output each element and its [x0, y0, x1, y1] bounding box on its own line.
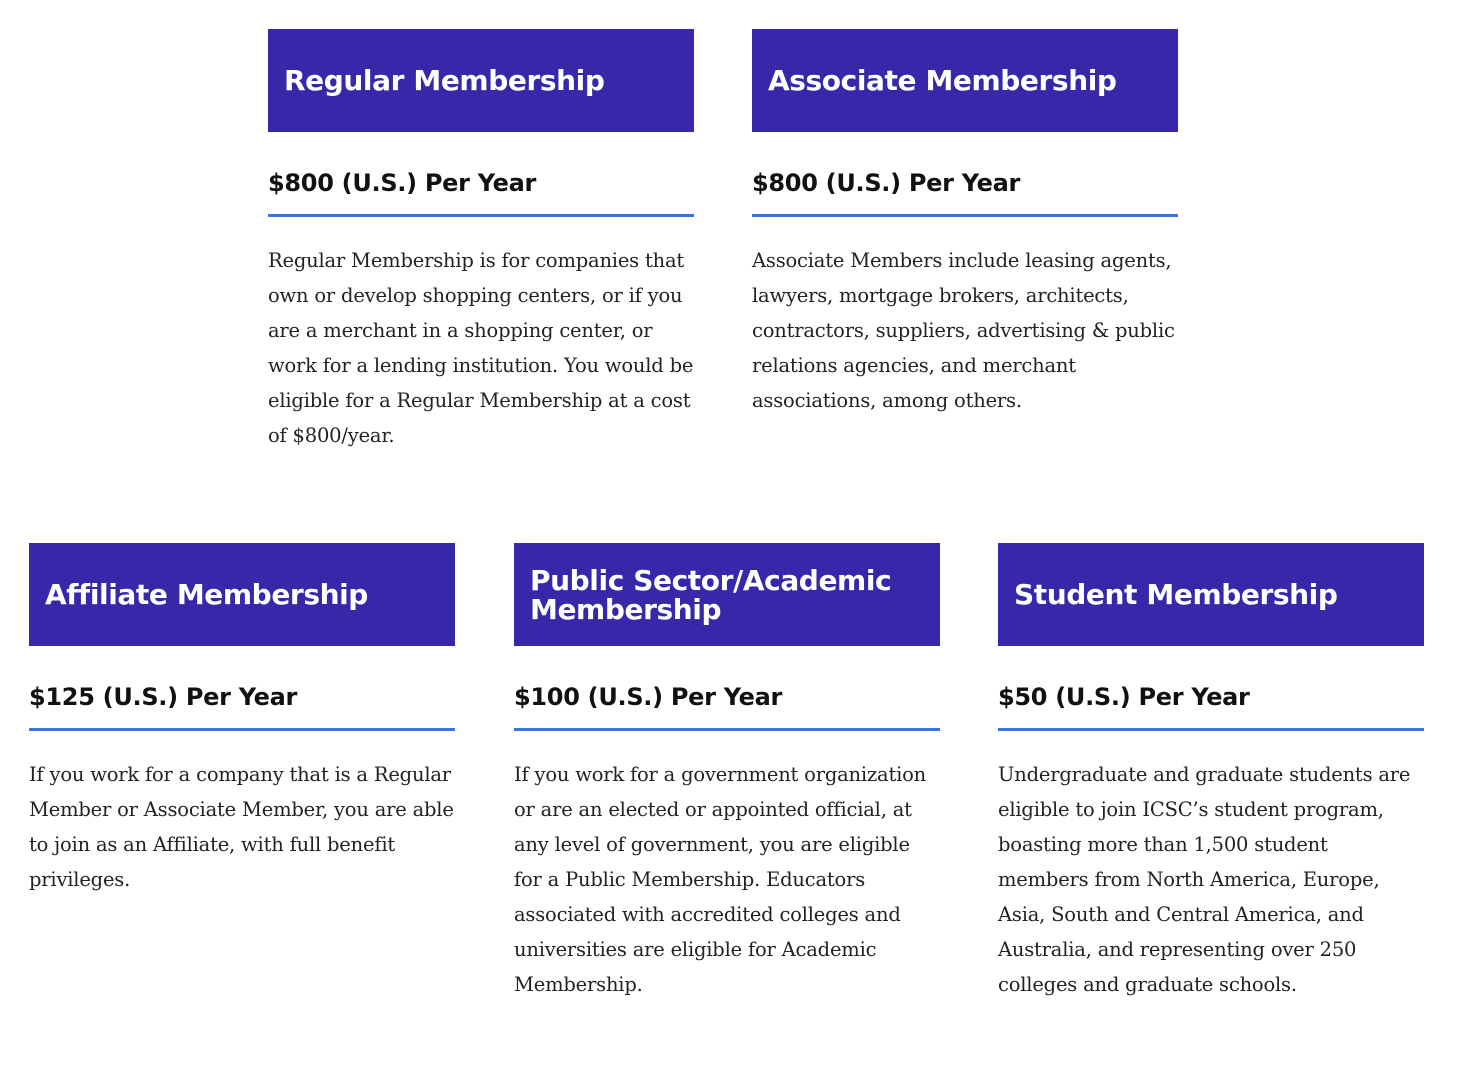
- membership-price: $800 (U.S.) Per Year: [752, 169, 1178, 217]
- membership-header: [998, 543, 1424, 646]
- membership-price: $800 (U.S.) Per Year: [268, 169, 694, 217]
- membership-description: If you work for a company that is a Regular Member or Associate Member, you are able to join as an Affiliate, with full benefit privileges.: [29, 763, 454, 891]
- membership-title: Student Membership: [1014, 578, 1338, 611]
- membership-title: Associate Membership: [768, 64, 1117, 97]
- membership-header: [29, 543, 455, 646]
- membership-card-student: [998, 543, 1424, 1002]
- membership-description: Undergraduate and graduate students are eligible to join ICSC’s student program, boasting more than 1,500 student members from North America, Europe, Asia, South and Central America, and Australia, and representing over 250 colleges and graduate schools.: [998, 763, 1411, 996]
- membership-description: Associate Members include leasing agents, lawyers, mortgage brokers, architects, contractors, suppliers, advertising & public relations agencies, and merchant associations, among others.: [752, 249, 1175, 412]
- membership-price: $100 (U.S.) Per Year: [514, 683, 940, 731]
- membership-card-public-sector-academic: [514, 543, 940, 1002]
- membership-header: [752, 29, 1178, 132]
- membership-card-associate: [752, 29, 1178, 418]
- membership-description: Regular Membership is for companies that own or develop shopping centers, or if you are a merchant in a shopping center, or work for a lending institution. You would be eligible for a Regular Membership at a cost of $800/year.: [268, 249, 694, 447]
- membership-price: $125 (U.S.) Per Year: [29, 683, 455, 731]
- membership-title: Regular Membership: [284, 64, 605, 97]
- membership-title: Affiliate Membership: [45, 578, 368, 611]
- membership-title: Public Sector/Academic Membership: [530, 563, 892, 626]
- membership-card-affiliate: [29, 543, 455, 897]
- membership-price: $50 (U.S.) Per Year: [998, 683, 1424, 731]
- membership-description: If you work for a government organization or are an elected or appointed official, at any level of government, you are eligible for a Public Membership. Educators associated with accredited colleges and universities are eligible for Academic Membership.: [514, 763, 927, 996]
- membership-card-regular: [268, 29, 694, 453]
- membership-header: [268, 29, 694, 132]
- membership-header: [514, 543, 940, 646]
